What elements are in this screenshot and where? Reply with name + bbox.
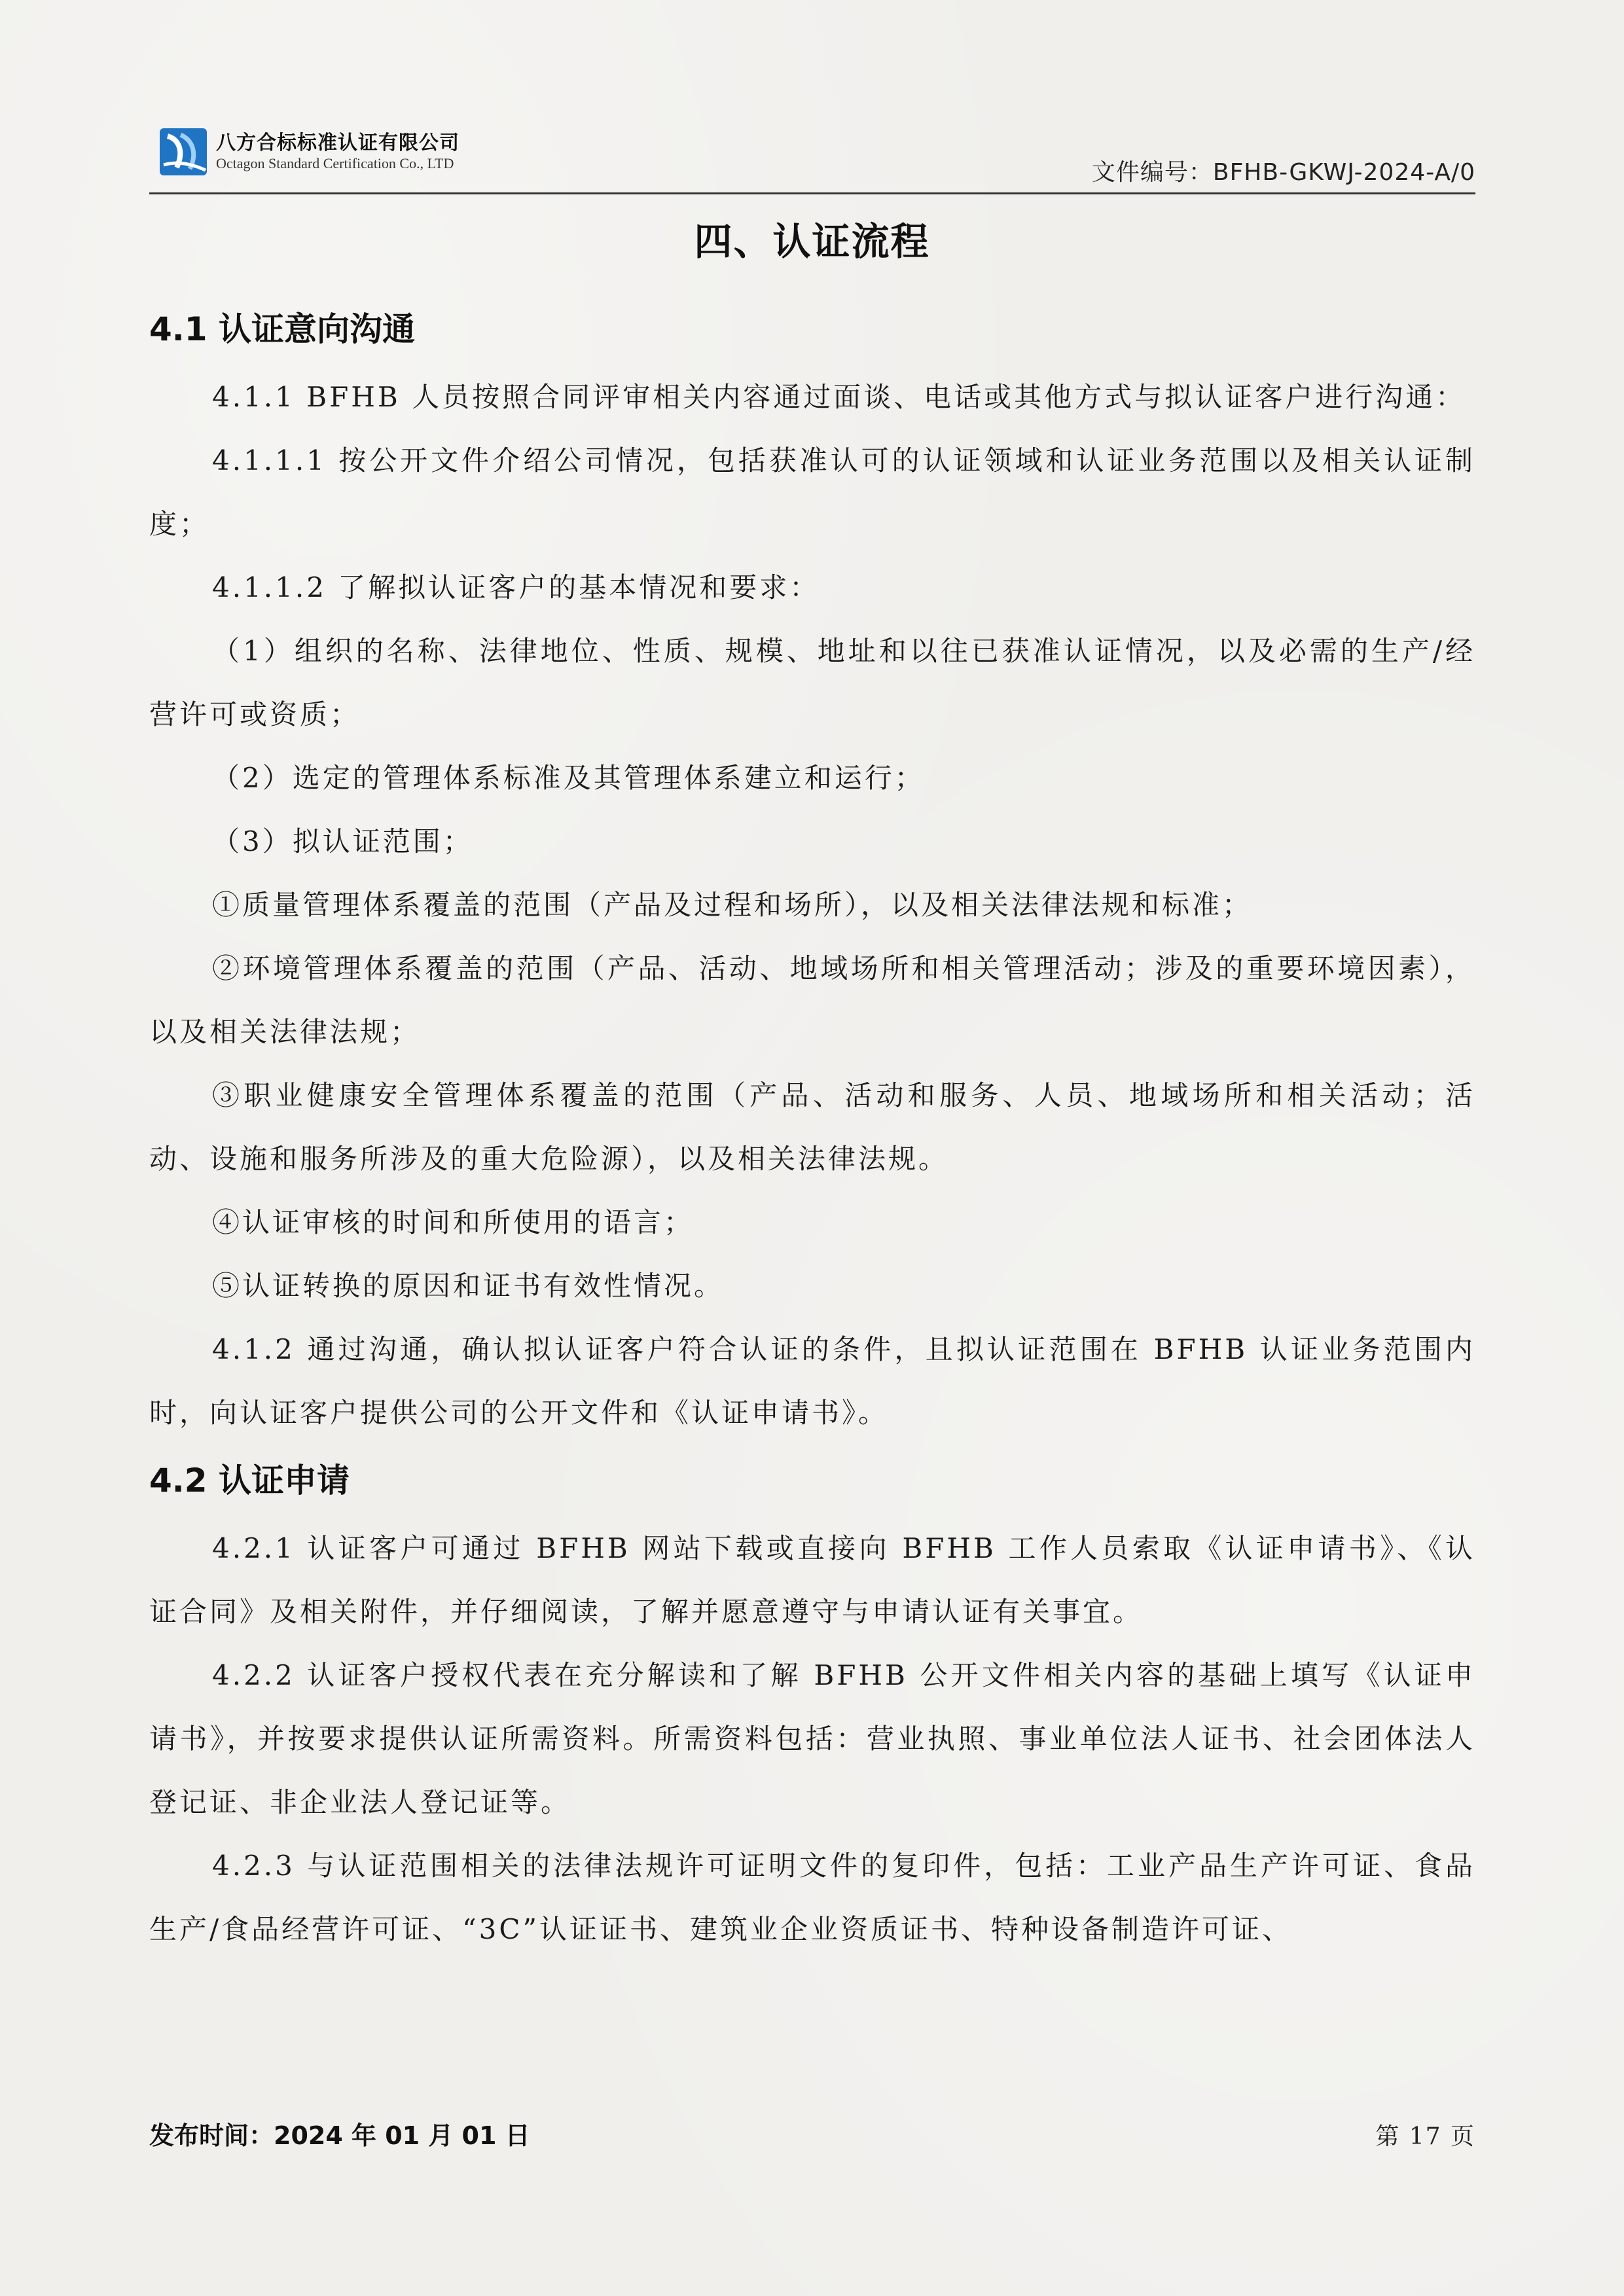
paragraph: ③职业健康安全管理体系覆盖的范围（产品、活动和服务、人员、地域场所和相关活动；活动、设施和服务所涉及的重大危险源），以及相关法律法规。 — [149, 1079, 1475, 1175]
document-number: 文件编号：BFHB-GKWJ-2024-A/0 — [1091, 159, 1475, 186]
paragraph: （1）组织的名称、法律地位、性质、规模、地址和以往已获准认证情况，以及必需的生产/经营许可或资质； — [149, 635, 1475, 730]
page-header — [149, 115, 1475, 194]
page-number: 第 17 页 — [1375, 2123, 1475, 2150]
paragraph: ①质量管理体系覆盖的范围（产品及过程和场所），以及相关法律法规和标准； — [212, 889, 1253, 921]
paragraph: ②环境管理体系覆盖的范围（产品、活动、地域场所和相关管理活动；涉及的重要环境因素），以及相关法律法规； — [149, 952, 1475, 1048]
company-logo — [158, 122, 656, 182]
document-body — [149, 293, 1475, 1961]
paragraph: 4.2.2 认证客户授权代表在充分解读和了解 BFHB 公开文件相关内容的基础上填写《认证申请书》，并按要求提供认证所需资料。所需资料包括：营业执照、事业单位法人证书、社会团体法人登记证、非企业法人登记证等。 — [149, 1659, 1475, 1818]
company-name-cn: 八方合标标准认证有限公司 — [216, 131, 460, 154]
paragraph: （3）拟认证范围； — [212, 825, 473, 857]
paragraph: 4.2.3 与认证范围相关的法律法规许可证明文件的复印件，包括：工业产品生产许可证、食品生产/食品经营许可证、“3C”认证证书、建筑业企业资质证书、特种设备制造许可证、 — [149, 1850, 1475, 1945]
company-logo-icon — [158, 124, 211, 179]
publish-date: 发布时间：2024 年 01 月 01 日 — [149, 2121, 530, 2150]
paragraph: 4.1.1 BFHB 人员按照合同评审相关内容通过面谈、电话或其他方式与拟认证客户进行沟通： — [212, 381, 1466, 413]
paragraph: 4.1.2 通过沟通，确认拟认证客户符合认证的条件，且拟认证范围在 BFHB 认证业务范围内时，向认证客户提供公司的公开文件和《认证申请书》。 — [149, 1333, 1475, 1429]
section-heading: 4.2 认证申请 — [149, 1462, 350, 1499]
paragraph: 4.2.1 认证客户可通过 BFHB 网站下载或直接向 BFHB 工作人员索取《认证申请书》、《认证合同》及相关附件，并仔细阅读，了解并愿意遵守与申请认证有关事宜。 — [149, 1532, 1475, 1628]
paragraph: （2）选定的管理体系标准及其管理体系建立和运行； — [212, 762, 925, 794]
paragraph: ④认证审核的时间和所使用的语言； — [212, 1206, 695, 1238]
paragraph: ⑤认证转换的原因和证书有效性情况。 — [212, 1270, 725, 1302]
paragraph: 4.1.1.1 按公开文件介绍公司情况，包括获准认可的认证领域和认证业务范围以及相关认证制度； — [149, 444, 1475, 540]
page-title: 四、认证流程 — [694, 219, 930, 264]
company-name-en: Octagon Standard Certification Co., LTD — [216, 155, 454, 172]
section-heading: 4.1 认证意向沟通 — [149, 310, 415, 348]
paragraph: 4.1.1.2 了解拟认证客户的基本情况和要求： — [212, 571, 820, 603]
page-footer — [149, 2115, 1475, 2155]
